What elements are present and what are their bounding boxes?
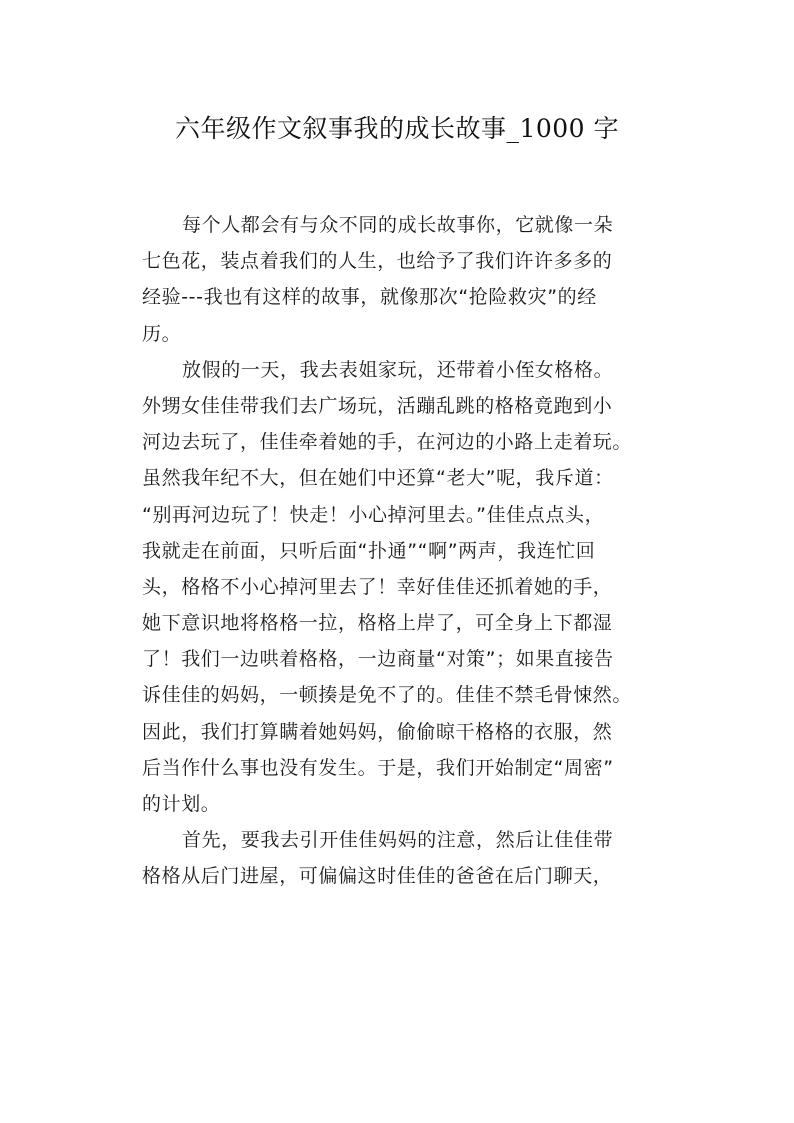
text-line: 历。 xyxy=(142,322,182,345)
paragraph xyxy=(142,822,682,894)
text-line: 首先，要我去引开佳佳妈妈的注意，然后让佳佳带 xyxy=(182,829,614,852)
text-line: 我就走在前面，只听后面“扑通”“啊”两声，我连忙回 xyxy=(142,539,596,562)
text-line: 了！我们一边哄着格格，一边商量“对策”；如果直接告 xyxy=(142,648,614,671)
text-line: 经验---我也有这样的故事，就像那次“抢险救灾”的经 xyxy=(142,286,597,309)
text-line: “别再河边玩了！快走！小心掉河里去。”佳佳点点头， xyxy=(142,503,605,526)
paragraph xyxy=(142,207,682,352)
text-line: 河边去玩了，佳佳牵着她的手，在河边的小路上走着玩。 xyxy=(142,431,633,454)
document-body xyxy=(142,207,682,895)
text-line: 的计划。 xyxy=(142,793,221,815)
text-line: 头，格格不小心掉河里去了！幸好佳佳还抓着她的手， xyxy=(142,575,613,598)
text-line: 七色花，装点着我们的人生，也给予了我们许许多多的 xyxy=(142,250,613,273)
text-line: 诉佳佳的妈妈，一顿揍是免不了的。佳佳不禁毛骨悚然。 xyxy=(142,684,633,707)
text-line: 放假的一天，我去表姐家玩，还带着小侄女格格。 xyxy=(182,358,614,381)
text-line: 格格从后门进屋，可偏偏这时佳佳的爸爸在后门聊天， xyxy=(142,865,613,888)
text-line: 每个人都会有与众不同的成长故事你，它就像一朵 xyxy=(182,214,614,236)
document-title: 六年级作文叙事我的成长故事_1000 字 xyxy=(174,114,620,143)
text-line: 因此，我们打算瞒着她妈妈，偷偷晾干格格的衣服，然 xyxy=(142,720,613,743)
paragraph xyxy=(142,352,682,822)
text-line: 虽然我年纪不大，但在她们中还算“老大”呢，我斥道： xyxy=(142,467,614,490)
text-line: 后当作什么事也没有发生。于是，我们开始制定“周密” xyxy=(142,756,614,779)
text-line: 外甥女佳佳带我们去广场玩，活蹦乱跳的格格竟跑到小 xyxy=(142,394,613,417)
text-line: 她下意识地将格格一拉，格格上岸了，可全身上下都湿 xyxy=(142,612,613,635)
